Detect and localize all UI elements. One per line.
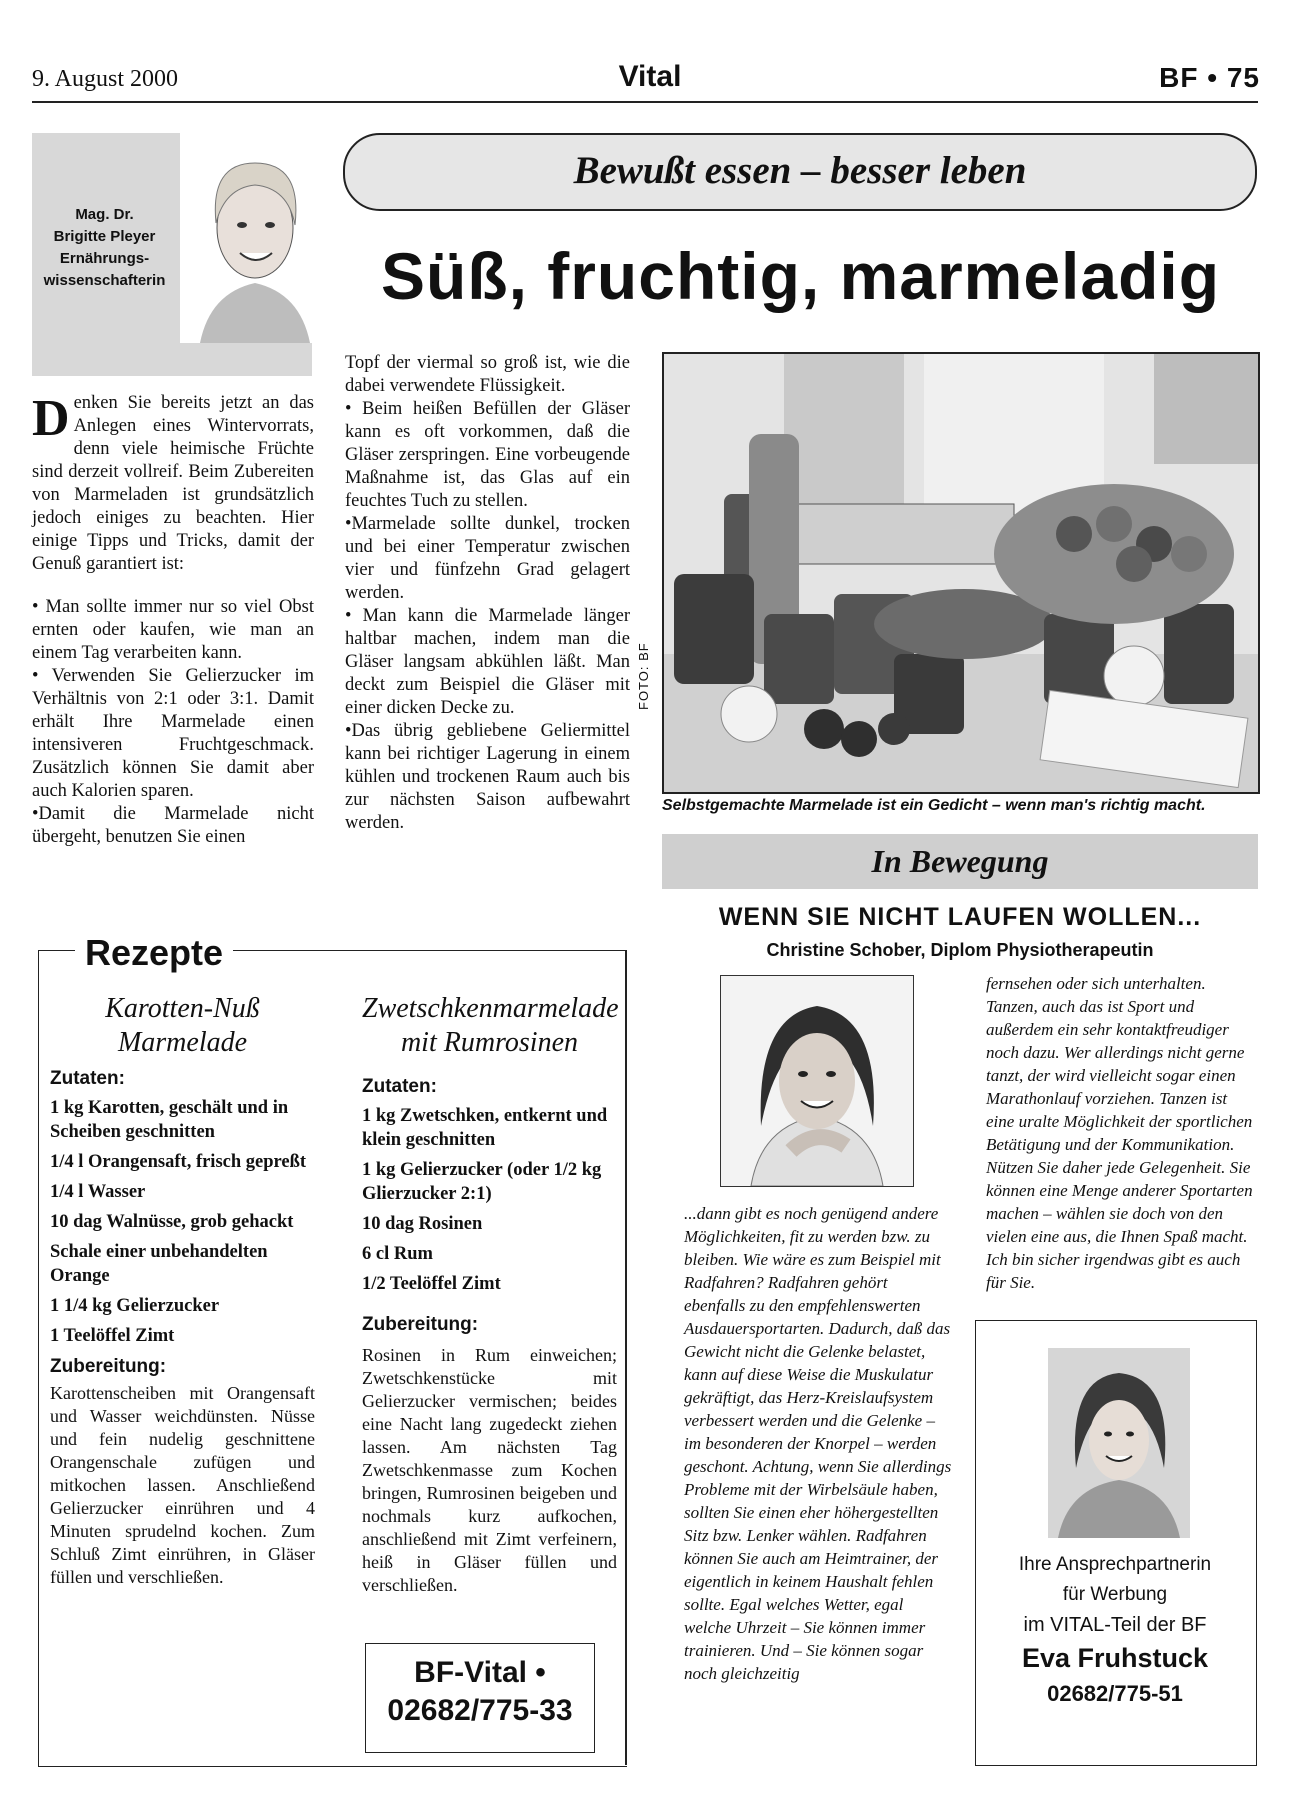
bewegung-label: In Bewegung	[662, 834, 1258, 889]
author-name: Brigitte Pleyer	[53, 228, 156, 245]
ingredient: 1 kg Karotten, geschält und in Scheiben geschnitten	[50, 1098, 289, 1142]
bewegung-byline: Christine Schober, Diplom Physiotherapeutin	[766, 940, 1154, 960]
ad-contact-photo	[1048, 1348, 1190, 1538]
intro-paragraph	[32, 392, 314, 576]
author-title: Mag. Dr.	[75, 206, 134, 223]
tip-1: • Man sollte immer nur so viel Obst ernten oder kaufen, wie man an einem Tag verarbeiten kann.	[32, 597, 314, 663]
tip-2: • Verwenden Sie Gelierzucker im Verhältnis von 2:1 oder 3:1. Damit erhält Ihre Marmelade einen intensiveren Fruchtgeschmack. Zusätzlich können Sie damit aber auch Kalorien sparen.	[32, 666, 314, 801]
ad-contact-name: Eva Fruhstuck	[1021, 1643, 1209, 1673]
recipe-2-name-line-2: mit Rumrosinen	[400, 1027, 579, 1058]
recipe-2-method: Rosinen in Rum einweichen; Zwetschkenstücke mit Gelierzucker vermischen; beides eine Nacht lang zugedeckt ziehen lassen. Am nächsten Tag Zwetschkenmasse zum Kochen bringen, Rumrosinen beigeben und nochmals kurz aufkochen, anschließend mit Zimt verfeinern, heiß in Gläser füllen und verschließen.	[362, 1345, 617, 1595]
ingredient: 1/4 l Orangensaft, frisch gepreßt	[50, 1152, 307, 1172]
recipe-box-title: Rezepte	[75, 932, 233, 974]
bf-vital-contact	[365, 1643, 595, 1753]
author-photo	[180, 133, 330, 343]
recipe-1-name-line-1: Karotten-Nuß	[105, 993, 260, 1024]
bewegung-text-right: fernsehen oder sich unterhalten. Tanzen, auch das ist Sport und außerdem ein sehr kontaktfreudiger noch dazu. Wer allerdings nicht gerne tanzt, der wird vielleicht sogar einen Marathonlauf vorziehen. Tanzen ist eine uralte Möglichkeit der sportlichen Betätigung und der Kommunikation. Nützen Sie daher jede Gelegenheit. Sie können eine Menge anderer Sportarten machen – wählen sie doch von den vielen eine aus, die Ihnen Spaß macht. Ich bin sicher irgendwas gibt es auch für Sie.	[986, 974, 1253, 1292]
jam-photo	[662, 352, 1260, 794]
ingredient: 10 dag Rosinen	[362, 1214, 483, 1234]
author-credit	[32, 204, 177, 292]
recipe-box-edge	[625, 950, 627, 1765]
bewegung-text-left: ...dann gibt es noch genügend andere Möglichkeiten, fit zu werden bzw. zu bleiben. Wie wäre es zum Beispiel mit Radfahren? Radfahren gehört ebenfalls zu den empfehlenswerten Ausdauersportarten. Dadurch, daß das Gewicht nicht die Gelenke belastet, kann auf diese Weise die Muskulatur gekräftigt, das Herz-Kreislaufsystem verbessert werden und die Gelenke – im besonderen der Knorpel – werden geschont. Achtung, wenn Sie allerdings Probleme mit der Wirbelsäule haben, sollten Sie einen eher höhergestellten Sitz bzw. Lenker wählen. Radfahren können Sie auch am Heimtrainer, der eigentlich in keinem Haushalt fehlen sollte. Egal welches Wetter, egal welche Uhrzeit – Sie können immer trainieren. Und – Sie können sogar noch gleichzeitig	[684, 1204, 952, 1683]
recipe-2-zutaten-label: Zutaten:	[362, 1076, 437, 1097]
ad-line-2: für Werbung	[1062, 1584, 1168, 1605]
ingredient: 1/4 l Wasser	[50, 1182, 146, 1202]
col2-para-3: •Marmelade sollte dunkel, trocken und bei einer Temperatur zwischen vier und fünfzehn Grad gelagert werden.	[345, 514, 630, 603]
article-headline: Süß, fruchtig, marmeladig	[380, 239, 1221, 313]
column-banner: Bewußt essen – besser leben	[343, 133, 1257, 211]
ad-contact-text	[975, 1550, 1255, 1712]
author-role-1: Ernährungs-	[59, 250, 150, 267]
article-column-2	[345, 352, 630, 835]
col2-para-2: • Beim heißen Befüllen der Gläser kann es oft vorkommen, daß die Gläser zerspringen. Eine vorbeugende Maßnahme ist, das Glas auf ein feuchtes Tuch zu stellen.	[345, 399, 630, 511]
col2-para-1: Topf der viermal so groß ist, wie die dabei verwendete Flüssigkeit.	[345, 353, 630, 396]
ingredient: 10 dag Walnüsse, grob gehackt	[50, 1212, 294, 1232]
header-rule	[32, 101, 1258, 103]
col2-para-4: • Man kann die Marmelade länger haltbar machen, indem man die Gläser langsam abkühlen läßt. Man deckt zum Beispiel die Gläser mit einer dicken Decke zu.	[345, 606, 630, 718]
recipe-1-zubereitung-label: Zubereitung:	[50, 1356, 167, 1377]
bewegung-title: WENN SIE NICHT LAUFEN WOLLEN...	[718, 903, 1202, 931]
recipe-2-name-line-1: Zwetschkenmarmelade	[362, 993, 619, 1024]
recipe-1-ingredients	[50, 1096, 315, 1348]
ad-line-1: Ihre Ansprechpartnerin	[1018, 1554, 1212, 1575]
ingredient: 1 1/4 kg Gelierzucker	[50, 1296, 220, 1316]
photo-credit: FOTO: BF	[636, 642, 651, 710]
recipe-2	[362, 992, 617, 1597]
physio-photo	[720, 975, 914, 1187]
recipe-1-zutaten-label: Zutaten:	[50, 1068, 125, 1089]
ad-line-3: im VITAL-Teil der BF	[1023, 1614, 1207, 1636]
bf-vital-phone: 02682/775-33	[387, 1694, 573, 1727]
author-role-2: wissenschafterin	[43, 272, 166, 289]
photo-caption: Selbstgemachte Marmelade ist ein Gedicht – wenn man's richtig macht.	[662, 797, 1206, 814]
recipe-1-method: Karottenscheiben mit Orangensaft und Wasser weichdünsten. Nüsse und fein nudelig geschnittene Orangenschale zufügen und mitkochen lassen. Anschließend Gelierzucker einrühren und 4 Minuten sprudelnd kochen. Zum Schluß Zimt einrühren, in Gläser füllen und verschließen.	[50, 1383, 315, 1587]
ingredient: 6 cl Rum	[362, 1244, 433, 1264]
ingredient: 1 Teelöffel Zimt	[50, 1326, 175, 1346]
bf-vital-brand: BF-Vital •	[414, 1656, 546, 1689]
issue-date: 9. August 2000	[32, 66, 179, 92]
recipe-2-zubereitung-label: Zubereitung:	[362, 1314, 479, 1335]
ingredient: 1 kg Gelierzucker (oder 1/2 kg Glierzucker 2:1)	[362, 1160, 602, 1204]
ingredient: 1/2 Teelöffel Zimt	[362, 1274, 501, 1294]
tip-3: •Damit die Marmelade nicht übergeht, benutzen Sie einen	[32, 804, 314, 847]
page-number: BF • 75	[1159, 62, 1260, 93]
article-column-1	[32, 392, 314, 849]
col2-para-5: •Das übrig gebliebene Geliermittel kann bei richtiger Lagerung in einem kühlen und trockenen Raum auch bis zur nächsten Saison aufbewahrt werden.	[345, 721, 630, 833]
recipe-2-ingredients	[362, 1104, 617, 1296]
ingredient: 1 kg Zwetschken, entkernt und klein geschnitten	[362, 1106, 608, 1150]
intro-text: enken Sie bereits jetzt an das Anlegen eines Wintervorrats, denn viele heimische Früchte sind derzeit vollreif. Beim Zubereiten von Marmeladen ist grundsätzlich jedoch einiges zu beachten. Hier einige Tipps und Tricks, damit der Genuß garantiert ist:	[32, 393, 314, 574]
drop-cap: D	[32, 390, 70, 447]
section-title: Vital	[618, 60, 682, 93]
recipe-1-name-line-2: Marmelade	[117, 1027, 248, 1058]
ad-contact-phone: 02682/775-51	[1047, 1681, 1183, 1706]
ingredient: Schale einer unbehandelten Orange	[50, 1242, 268, 1286]
recipe-1	[50, 992, 315, 1589]
